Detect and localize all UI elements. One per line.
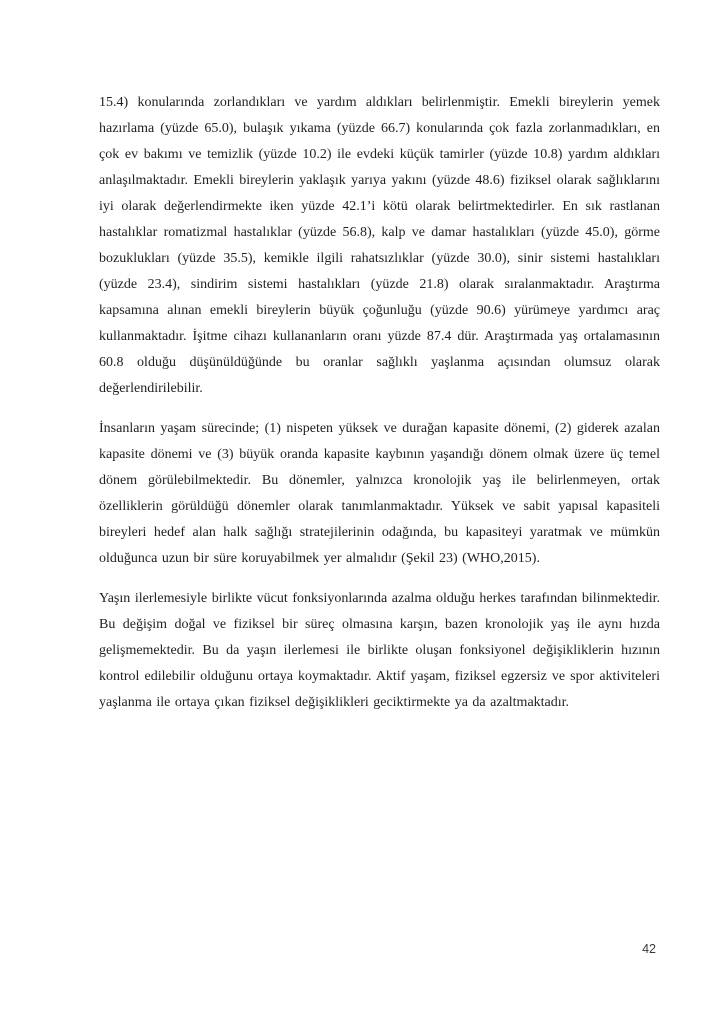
body-paragraph: İnsanların yaşam sürecinde; (1) nispeten yüksek ve durağan kapasite dönemi, (2) giderek azalan kapasite dönemi ve (3) büyük oranda kapasite kaybının yaşandığı dönem olmak üzere üç temel dönem görülebilmektedir. Bu dönemler, yalnızca kronolojik yaş ile belirlenmeyen, ortak özelliklerin görüldüğü dönemler olarak tanımlanmaktadır. Yüksek ve sabit yapısal kapasiteli bireyleri hedef alan halk sağlığı stratejilerinin odağında, bu kapasiteyi yaratmak ve mümkün olduğunca uzun bir süre koruyabilmek yer almalıdır (Şekil 23) (WHO,2015).: [99, 421, 660, 566]
body-paragraph: 15.4) konularında zorlandıkları ve yardım aldıkları belirlenmiştir. Emekli bireylerin yemek hazırlama (yüzde 65.0), bulaşık yıkama (yüzde 66.7) konularında çok fazla zorlanmadıkları, en çok ev bakımı ve temizlik (yüzde 10.2) ile evdeki küçük tamirler (yüzde 10.8) yardım aldıkları anlaşılmaktadır. Emekli bireylerin yaklaşık yarıya yakını (yüzde 48.6) fiziksel olarak sağlıklarını iyi olarak değerlendirmekte iken yüzde 42.1’i kötü olarak belirtmektedirler. En sık rastlanan hastalıklar romatizmal hastalıklar (yüzde 56.8), kalp ve damar hastalıkları (yüzde 45.0), görme bozuklukları (yüzde 35.5), kemikle ilgili rahatsızlıklar (yüzde 30.0), sinir sistemi hastalıkları (yüzde 23.4), sindirim sistemi hastalıkları (yüzde 21.8) olarak sıralanmaktadır. Araştırma kapsamına alınan emekli bireylerin büyük çoğunluğu (yüzde 90.6) yürümeye yardımcı araç kullanmaktadır. İşitme cihazı kullananların oranı yüzde 87.4 dür. Araştırmada yaş ortalamasının 60.8 olduğu düşünüldüğünde bu oranlar sağlıklı yaşlanma açısından olumsuz olarak değerlendirilebilir.: [99, 95, 660, 396]
page-number: 42: [642, 942, 656, 956]
body-paragraph: Yaşın ilerlemesiyle birlikte vücut fonksiyonlarında azalma olduğu herkes tarafından bilinmektedir. Bu değişim doğal ve fiziksel bir süreç olmasına karşın, bazen kronolojik yaş ile aynı hızda gelişmemektedir. Bu da yaşın ilerlemesi ile birlikte oluşan fonksiyonel değişikliklerin hızının kontrol edilebilir olduğunu ortaya koymaktadır. Aktif yaşam, fiziksel egzersiz ve spor aktiviteleri yaşlanma ile ortaya çıkan fiziksel değişiklikleri geciktirmekte ya da azaltmaktadır.: [99, 591, 660, 710]
body-text-block: [99, 90, 660, 730]
